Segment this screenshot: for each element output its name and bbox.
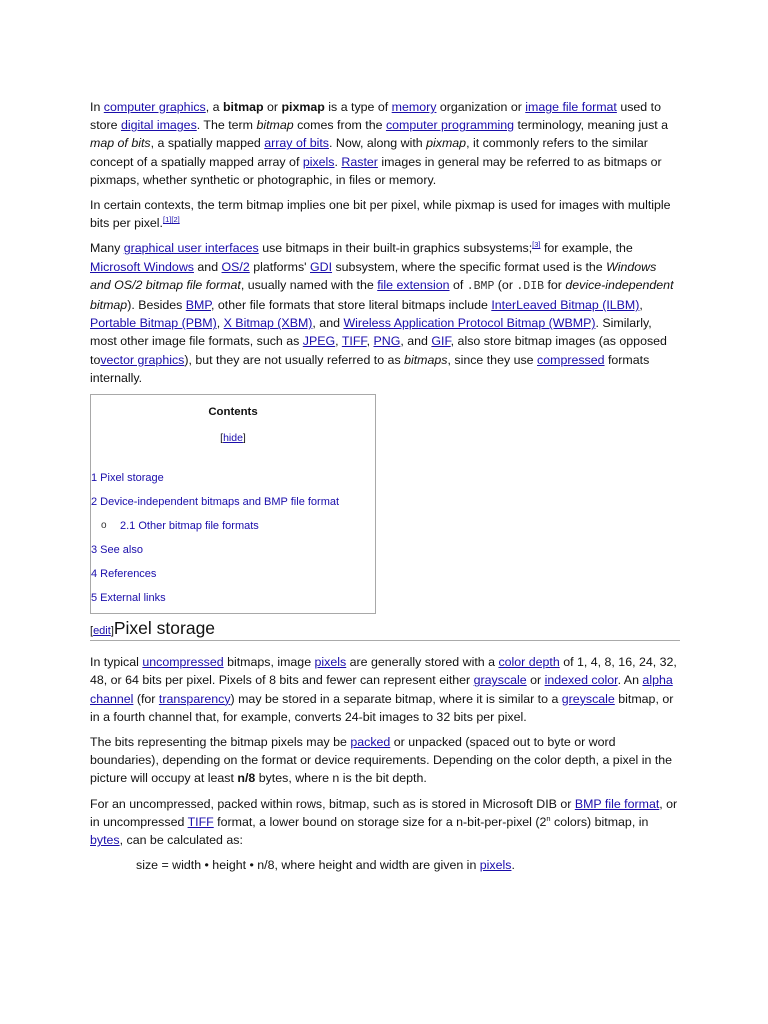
- link-xbm[interactable]: X Bitmap (XBM): [223, 316, 313, 331]
- link-computer-graphics[interactable]: computer graphics: [103, 100, 206, 114]
- color-depth-paragraph: In typical uncompressed bitmaps, image pixels are generally stored with a color depth of 1, 4, 8, 16, 24, 32, 48, or 64 bits per pixel. Pixels of 8 bits and fewer can represent either grayscale or indexed color. An alpha channel (for transparency) may be stored in a separate bitmap, where it is similar to a greyscale bitmap, or in a fourth channel that, for example, converts 24-bit images to 32 bits per pixel.: [90, 655, 677, 724]
- size-formula: size = width • height • n/8, where height and width are given in pixels.: [136, 858, 515, 873]
- packing-paragraph: The bits representing the bitmap pixels may be packed or unpacked (spaced out to byte or word boundaries), depending on the format or device requirements. Depending on the color depth, a pixel in the picture will occupy at least n/8 bytes, where n is the bit depth.: [90, 735, 673, 786]
- link-memory[interactable]: memory: [391, 100, 437, 114]
- article-content: [90, 96, 680, 881]
- link-bytes[interactable]: bytes: [90, 833, 120, 848]
- link-jpeg[interactable]: JPEG: [302, 334, 336, 349]
- link-compressed[interactable]: compressed: [537, 352, 605, 367]
- link-computer-programming[interactable]: computer programming: [385, 118, 515, 133]
- section-title: Pixel storage: [113, 618, 216, 639]
- link-pbm[interactable]: Portable Bitmap (PBM): [90, 316, 217, 331]
- toc-link-external-links[interactable]: 5 External links: [91, 592, 166, 605]
- link-uncompressed[interactable]: uncompressed: [142, 655, 224, 670]
- link-pixels-formula[interactable]: pixels: [479, 858, 512, 873]
- link-tiff[interactable]: TIFF: [341, 334, 367, 349]
- toc-link-other-formats[interactable]: 2.1 Other bitmap file formats: [120, 520, 259, 533]
- toc-item: [91, 543, 375, 557]
- term-bitmap: bitmap: [222, 100, 264, 114]
- link-pixels[interactable]: pixels: [302, 154, 335, 169]
- ref-3[interactable]: [3]: [532, 240, 541, 250]
- circle-bullet-icon: o: [101, 520, 107, 532]
- toc-hide-link[interactable]: hide: [223, 432, 243, 445]
- ref-2[interactable]: [2]: [171, 215, 180, 225]
- link-vector-graphics[interactable]: vector graphics: [100, 352, 185, 367]
- section-heading-pixel-storage: [90, 616, 680, 641]
- toc-link-dib-bmp[interactable]: 2 Device-independent bitmaps and BMP file format: [91, 496, 340, 509]
- link-indexed-color[interactable]: indexed color: [544, 673, 618, 688]
- link-transparency[interactable]: transparency: [158, 691, 231, 706]
- link-gui[interactable]: graphical user interfaces: [123, 241, 259, 256]
- toc-subitem: [91, 519, 375, 533]
- toc-item: [91, 567, 375, 581]
- toc-link-references[interactable]: 4 References: [91, 568, 157, 581]
- section-edit: [edit]: [90, 625, 114, 638]
- toc-item: [91, 495, 375, 509]
- intro-paragraph: In computer graphics, a bitmap or pixmap is a type of memory organization or image file format used to store digital images. The term bitmap comes from the computer programming terminology, meaning just a map of bits, a spatially mapped array of bits. Now, along with pixmap, it commonly refers to the similar concept of a spatially mapped array of pixels. Raster images in general may be referred to as bitmaps or pixmaps, whether synthetic or photographic, in files or memory.: [90, 100, 669, 187]
- ref-1[interactable]: [1]: [163, 215, 172, 225]
- link-image-file-format[interactable]: image file format: [525, 100, 617, 114]
- toc-link-see-also[interactable]: 3 See also: [91, 544, 143, 557]
- link-digital-images[interactable]: digital images: [121, 118, 197, 133]
- term-pixmap: pixmap: [281, 100, 325, 114]
- link-color-depth[interactable]: color depth: [498, 655, 560, 670]
- toc-hide-toggle: [hide]: [220, 432, 246, 445]
- link-file-extension[interactable]: file extension: [377, 277, 450, 292]
- bit-depth-paragraph: In certain contexts, the term bitmap implies one bit per pixel, while pixmap is used for images with multiple bits per pixel.[1][2]: [90, 198, 671, 231]
- link-gif[interactable]: GIF: [431, 334, 451, 349]
- link-array-of-bits[interactable]: array of bits: [264, 136, 329, 151]
- link-raster[interactable]: Raster: [341, 154, 378, 169]
- link-wbmp[interactable]: Wireless Application Protocol Bitmap (WBMP): [343, 316, 596, 331]
- link-pixels[interactable]: pixels: [314, 655, 347, 670]
- code-bmp: .BMP: [466, 279, 495, 293]
- link-grayscale[interactable]: grayscale: [473, 673, 527, 688]
- link-png[interactable]: PNG: [373, 334, 401, 349]
- toc-item: [91, 591, 375, 605]
- edit-link[interactable]: edit: [93, 625, 111, 638]
- link-alpha-channel[interactable]: alpha channel: [90, 673, 673, 706]
- link-bmp-file-format[interactable]: BMP file format: [574, 796, 660, 811]
- link-tiff[interactable]: TIFF: [187, 814, 214, 829]
- link-ilbm[interactable]: InterLeaved Bitmap (ILBM): [491, 298, 640, 313]
- link-packed[interactable]: packed: [350, 735, 391, 750]
- gui-paragraph: Many graphical user interfaces use bitmaps in their built-in graphics subsystems;[3] for example, the Microsoft Windows and OS/2 platforms' GDI subsystem, where the specific format used is the Windows and OS/2 bitmap file format, usually named with the file extension of .BMP (or .DIB for device-independent bitmap). Besides BMP, other file formats that store literal bitmaps include InterLeaved Bitmap (ILBM), Portable Bitmap (PBM), X Bitmap (XBM), and Wireless Application Protocol Bitmap (WBMP). Similarly, most other image file formats, such as JPEG, TIFF, PNG, and GIF, also store bitmap images (as opposed tovector graphics), but they are not usually referred to as bitmaps, since they use compressed formats internally.: [90, 240, 674, 385]
- link-gdi[interactable]: GDI: [310, 259, 333, 274]
- link-bmp[interactable]: BMP: [185, 298, 212, 313]
- code-dib: .DIB: [516, 279, 544, 293]
- table-of-contents: [90, 394, 376, 614]
- link-microsoft-windows[interactable]: Microsoft Windows: [90, 259, 194, 274]
- toc-title: Contents: [208, 406, 258, 419]
- link-os2[interactable]: OS/2: [221, 259, 250, 274]
- toc-link-pixel-storage[interactable]: 1 Pixel storage: [91, 472, 164, 485]
- link-greyscale[interactable]: greyscale: [561, 691, 615, 706]
- toc-item: [91, 471, 375, 485]
- storage-size-paragraph: For an uncompressed, packed within rows, bitmap, such as is stored in Microsoft DIB or BMP file format, or in uncompressed TIFF format, a lower bound on storage size for a n-bit-per-pixel (2$^n$ colors) bitmap, in bytes, can be calculated as:: [90, 796, 678, 848]
